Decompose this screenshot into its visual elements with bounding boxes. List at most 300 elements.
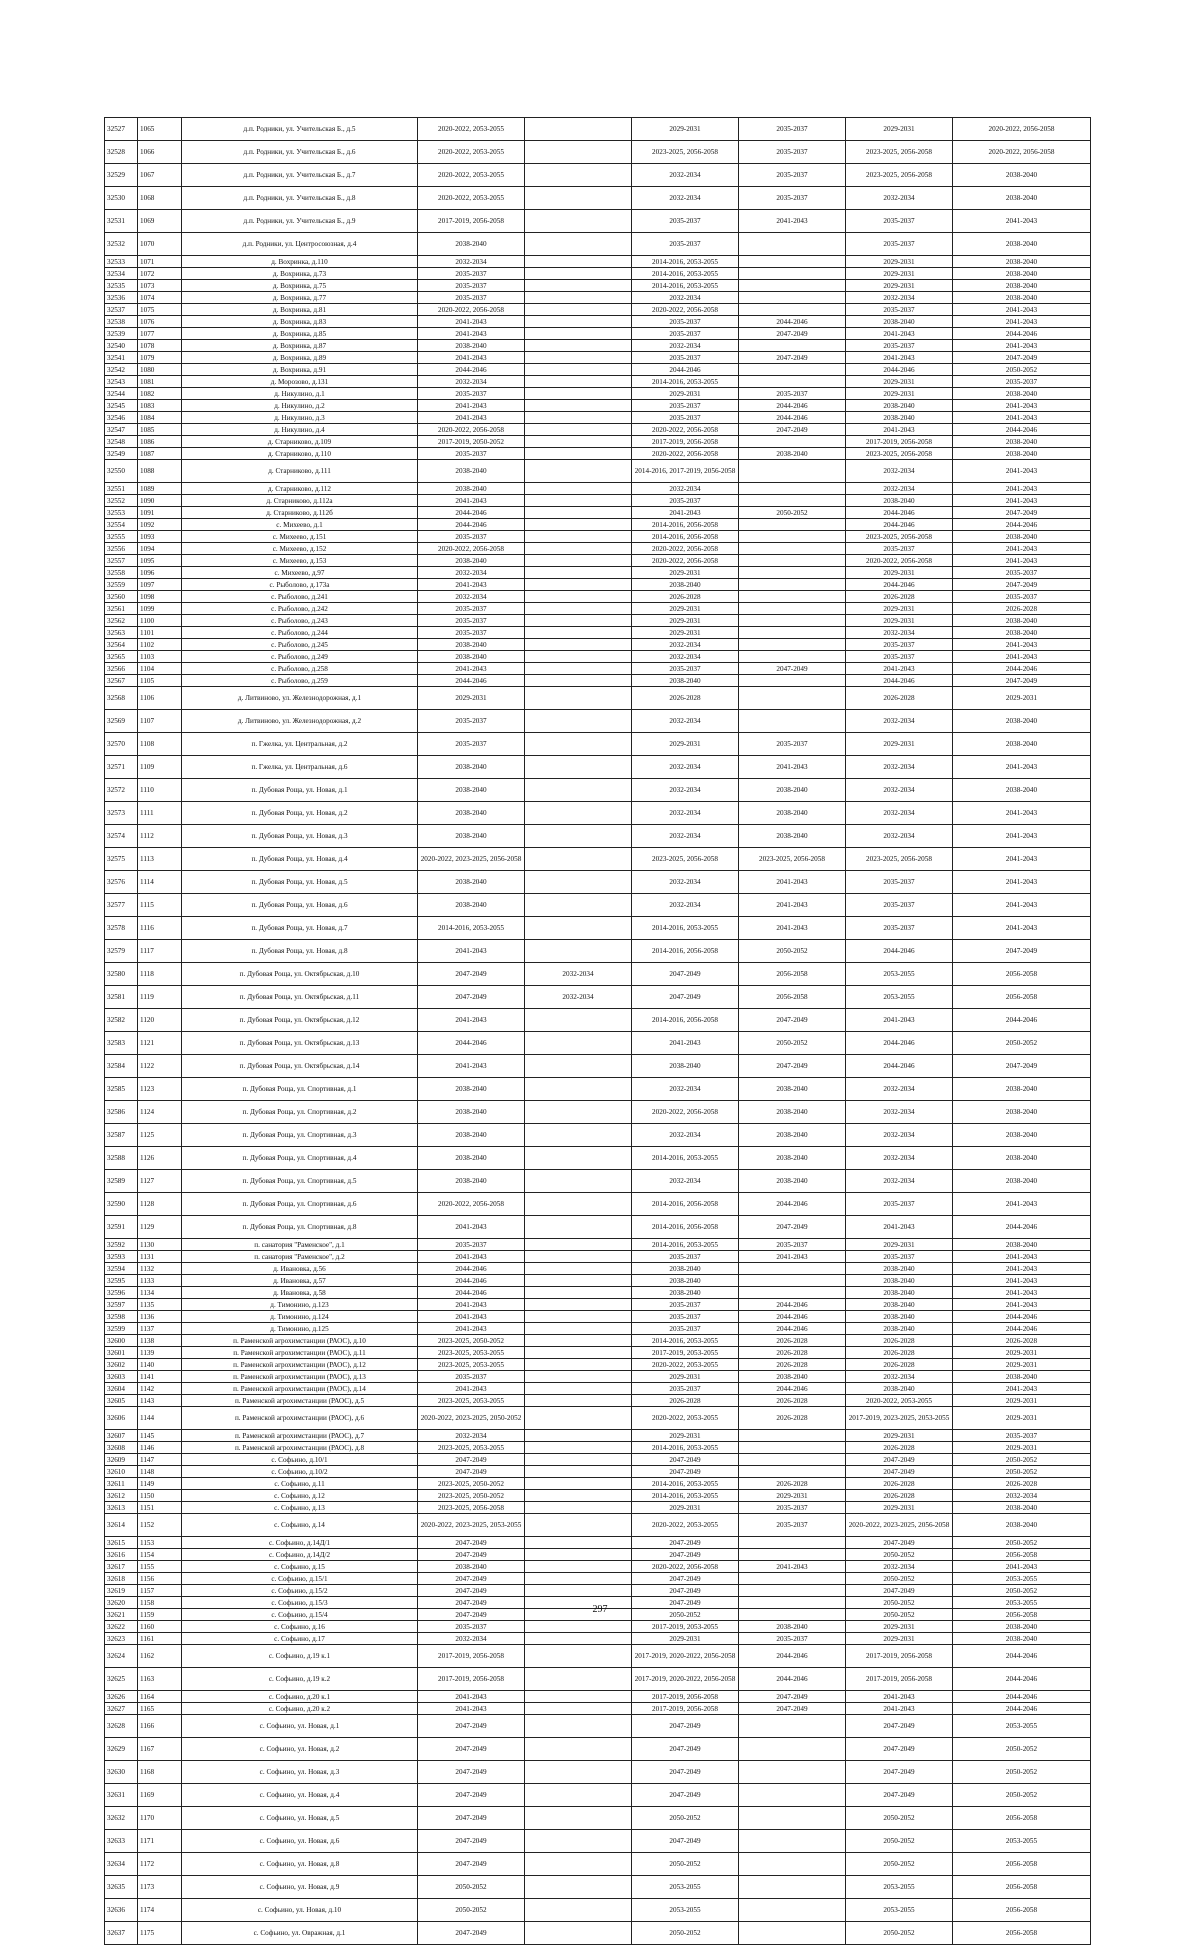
period-cell: 2056-2058: [953, 1922, 1091, 1945]
period-cell: 2047-2049: [953, 352, 1091, 364]
row-number: 32556: [105, 543, 138, 555]
item-number: 1137: [138, 1323, 182, 1335]
item-number: 1138: [138, 1335, 182, 1347]
row-number: 32591: [105, 1216, 138, 1239]
period-cell: 2017-2019, 2023-2025, 2053-2055: [846, 1407, 953, 1430]
period-cell: 2041-2043: [953, 1383, 1091, 1395]
period-cell: [739, 1573, 846, 1585]
table-row: [105, 591, 1091, 603]
period-cell: 2023-2025, 2053-2055: [418, 1395, 525, 1407]
row-number: 32555: [105, 531, 138, 543]
period-cell: 2035-2037: [846, 894, 953, 917]
item-number: 1168: [138, 1761, 182, 1784]
row-number: 32531: [105, 210, 138, 233]
table-row: [105, 1922, 1091, 1945]
period-cell: 2038-2040: [953, 233, 1091, 256]
item-number: 1154: [138, 1549, 182, 1561]
item-number: 1160: [138, 1621, 182, 1633]
period-cell: [525, 1407, 632, 1430]
period-cell: [525, 615, 632, 627]
period-cell: 2047-2049: [418, 1807, 525, 1830]
row-number: 32625: [105, 1668, 138, 1691]
period-cell: 2044-2046: [953, 1311, 1091, 1323]
item-number: 1126: [138, 1147, 182, 1170]
period-cell: [739, 1549, 846, 1561]
item-number: 1094: [138, 543, 182, 555]
period-cell: 2047-2049: [418, 986, 525, 1009]
period-cell: 2014-2016, 2056-2058: [632, 1216, 739, 1239]
period-cell: [525, 1275, 632, 1287]
row-number: 32629: [105, 1738, 138, 1761]
period-cell: 2023-2025, 2050-2052: [418, 1478, 525, 1490]
period-cell: 2047-2049: [418, 1549, 525, 1561]
address-cell: п. Дубовая Роща, ул. Новая, д.2: [182, 802, 418, 825]
period-cell: [525, 1032, 632, 1055]
period-cell: 2023-2025, 2056-2058: [418, 1502, 525, 1514]
row-number: 32614: [105, 1514, 138, 1537]
period-cell: 2017-2019, 2056-2058: [418, 1645, 525, 1668]
period-cell: 2041-2043: [739, 1251, 846, 1263]
period-cell: 2020-2022, 2056-2058: [953, 141, 1091, 164]
period-cell: 2014-2016, 2053-2055: [632, 1239, 739, 1251]
address-cell: п. Гжелка, ул. Центральная, д.6: [182, 756, 418, 779]
period-cell: 2038-2040: [953, 436, 1091, 448]
period-cell: 2035-2037: [632, 412, 739, 424]
period-cell: 2029-2031: [953, 1407, 1091, 1430]
period-cell: 2020-2022, 2056-2058: [632, 424, 739, 436]
period-cell: 2035-2037: [632, 495, 739, 507]
row-number: 32637: [105, 1922, 138, 1945]
address-cell: п. Дубовая Роща, ул. Спортивная, д.4: [182, 1147, 418, 1170]
table-row: [105, 1738, 1091, 1761]
row-number: 32550: [105, 460, 138, 483]
period-cell: [525, 1147, 632, 1170]
period-cell: 2041-2043: [418, 1251, 525, 1263]
period-cell: 2041-2043: [953, 555, 1091, 567]
item-number: 1078: [138, 340, 182, 352]
period-cell: 2020-2022, 2053-2055: [632, 1359, 739, 1371]
period-cell: 2032-2034: [418, 1633, 525, 1645]
period-cell: [525, 340, 632, 352]
address-cell: д. Никулино, д.2: [182, 400, 418, 412]
address-cell: с. Софьино, д.16: [182, 1621, 418, 1633]
period-cell: [525, 1263, 632, 1275]
address-cell: д. Тимонино, д.123: [182, 1299, 418, 1311]
table-row: [105, 507, 1091, 519]
address-cell: д. Морозово, д.131: [182, 376, 418, 388]
period-cell: 2017-2019, 2056-2058: [846, 1645, 953, 1668]
period-cell: 2044-2046: [953, 424, 1091, 436]
address-cell: п. Дубовая Роща, ул. Октябрьская, д.10: [182, 963, 418, 986]
item-number: 1139: [138, 1347, 182, 1359]
item-number: 1120: [138, 1009, 182, 1032]
row-number: 32579: [105, 940, 138, 963]
period-cell: 2038-2040: [846, 1383, 953, 1395]
period-cell: [525, 1251, 632, 1263]
item-number: 1113: [138, 848, 182, 871]
period-cell: 2038-2040: [953, 1514, 1091, 1537]
period-cell: 2056-2058: [953, 1876, 1091, 1899]
item-number: 1070: [138, 233, 182, 256]
row-number: 32568: [105, 687, 138, 710]
address-cell: с. Софьино, д.15/1: [182, 1573, 418, 1585]
period-cell: 2032-2034: [953, 1490, 1091, 1502]
period-cell: [739, 233, 846, 256]
period-cell: 2029-2031: [846, 1502, 953, 1514]
row-number: 32532: [105, 233, 138, 256]
period-cell: [739, 555, 846, 567]
row-number: 32605: [105, 1395, 138, 1407]
period-cell: 2014-2016, 2053-2055: [632, 1442, 739, 1454]
row-number: 32636: [105, 1899, 138, 1922]
period-cell: 2041-2043: [846, 1691, 953, 1703]
address-cell: с. Софьино, д.13: [182, 1502, 418, 1514]
period-cell: 2020-2022, 2053-2055: [418, 118, 525, 141]
period-cell: 2041-2043: [739, 756, 846, 779]
table-row: [105, 460, 1091, 483]
address-cell: с. Софьино, д.10/2: [182, 1466, 418, 1478]
item-number: 1121: [138, 1032, 182, 1055]
row-number: 32534: [105, 268, 138, 280]
item-number: 1147: [138, 1454, 182, 1466]
period-cell: 2038-2040: [846, 495, 953, 507]
period-cell: 2035-2037: [739, 1239, 846, 1251]
period-cell: 2038-2040: [632, 579, 739, 591]
period-cell: 2035-2037: [418, 733, 525, 756]
item-number: 1145: [138, 1430, 182, 1442]
row-number: 32613: [105, 1502, 138, 1514]
period-cell: [525, 400, 632, 412]
item-number: 1073: [138, 280, 182, 292]
period-cell: [525, 1645, 632, 1668]
period-cell: 2044-2046: [739, 1383, 846, 1395]
period-cell: 2041-2043: [953, 1263, 1091, 1275]
address-cell: д. Вохринка, д.91: [182, 364, 418, 376]
period-cell: 2032-2034: [632, 340, 739, 352]
period-cell: 2038-2040: [846, 412, 953, 424]
period-cell: 2056-2058: [953, 1899, 1091, 1922]
period-cell: 2035-2037: [739, 1502, 846, 1514]
period-cell: [739, 280, 846, 292]
period-cell: 2047-2049: [739, 1691, 846, 1703]
period-cell: 2041-2043: [953, 802, 1091, 825]
period-cell: 2041-2043: [953, 1275, 1091, 1287]
period-cell: 2038-2040: [953, 1621, 1091, 1633]
period-cell: 2044-2046: [953, 519, 1091, 531]
item-number: 1157: [138, 1585, 182, 1597]
period-cell: [525, 483, 632, 495]
period-cell: 2032-2034: [418, 567, 525, 579]
period-cell: [739, 543, 846, 555]
address-cell: п. Дубовая Роща, ул. Новая, д.1: [182, 779, 418, 802]
period-cell: 2032-2034: [632, 164, 739, 187]
item-number: 1143: [138, 1395, 182, 1407]
period-cell: 2041-2043: [418, 940, 525, 963]
period-cell: 2035-2037: [953, 567, 1091, 579]
table-row: [105, 1784, 1091, 1807]
period-cell: 2032-2034: [846, 1078, 953, 1101]
item-number: 1071: [138, 256, 182, 268]
period-cell: 2017-2019, 2053-2055: [632, 1621, 739, 1633]
table-row: [105, 825, 1091, 848]
address-cell: п. Дубовая Роща, ул. Октябрьская, д.14: [182, 1055, 418, 1078]
period-cell: 2041-2043: [418, 1323, 525, 1335]
item-number: 1169: [138, 1784, 182, 1807]
period-cell: [525, 627, 632, 639]
item-number: 1142: [138, 1383, 182, 1395]
row-number: 32590: [105, 1193, 138, 1216]
address-cell: п. Дубовая Роща, ул. Октябрьская, д.11: [182, 986, 418, 1009]
address-cell: д. Старниково, д.111: [182, 460, 418, 483]
period-cell: 2032-2034: [632, 292, 739, 304]
period-cell: 2047-2049: [739, 663, 846, 675]
period-cell: 2047-2049: [632, 1549, 739, 1561]
address-cell: д. Вохринка, д.89: [182, 352, 418, 364]
period-cell: 2020-2022, 2056-2058: [418, 424, 525, 436]
table-row: [105, 340, 1091, 352]
period-cell: 2047-2049: [739, 328, 846, 340]
row-number: 32626: [105, 1691, 138, 1703]
period-cell: 2026-2028: [739, 1478, 846, 1490]
address-cell: д.п. Родники, ул. Учительская Б., д.7: [182, 164, 418, 187]
period-cell: 2047-2049: [418, 1573, 525, 1585]
address-cell: с. Софьино, ул. Новая, д.9: [182, 1876, 418, 1899]
item-number: 1132: [138, 1263, 182, 1275]
item-number: 1107: [138, 710, 182, 733]
item-number: 1104: [138, 663, 182, 675]
period-cell: 2038-2040: [953, 280, 1091, 292]
item-number: 1144: [138, 1407, 182, 1430]
period-cell: 2020-2022, 2056-2058: [632, 448, 739, 460]
period-cell: 2041-2043: [953, 400, 1091, 412]
address-cell: д. Вохринка, д.87: [182, 340, 418, 352]
period-cell: [739, 292, 846, 304]
row-number: 32551: [105, 483, 138, 495]
period-cell: [525, 1853, 632, 1876]
table-row: [105, 436, 1091, 448]
row-number: 32543: [105, 376, 138, 388]
period-cell: [525, 141, 632, 164]
period-cell: [525, 1323, 632, 1335]
table-row: [105, 555, 1091, 567]
table-row: [105, 1407, 1091, 1430]
item-number: 1127: [138, 1170, 182, 1193]
item-number: 1092: [138, 519, 182, 531]
period-cell: 2047-2049: [632, 1466, 739, 1478]
period-cell: [525, 352, 632, 364]
period-cell: [525, 316, 632, 328]
period-cell: 2053-2055: [846, 1899, 953, 1922]
period-cell: 2029-2031: [418, 687, 525, 710]
period-cell: 2032-2034: [632, 825, 739, 848]
table-row: [105, 1761, 1091, 1784]
item-number: 1117: [138, 940, 182, 963]
period-cell: 2035-2037: [953, 1430, 1091, 1442]
table-row: [105, 1668, 1091, 1691]
address-cell: д. Ивановка, д.56: [182, 1263, 418, 1275]
row-number: 32533: [105, 256, 138, 268]
period-cell: [525, 376, 632, 388]
period-cell: 2038-2040: [418, 460, 525, 483]
period-cell: 2035-2037: [632, 400, 739, 412]
item-number: 1082: [138, 388, 182, 400]
item-number: 1116: [138, 917, 182, 940]
address-cell: п. Дубовая Роща, ул. Спортивная, д.2: [182, 1101, 418, 1124]
row-number: 32573: [105, 802, 138, 825]
table-row: [105, 495, 1091, 507]
period-cell: 2035-2037: [632, 1383, 739, 1395]
address-cell: п. Дубовая Роща, ул. Спортивная, д.1: [182, 1078, 418, 1101]
table-row: [105, 1633, 1091, 1645]
period-cell: 2047-2049: [418, 1830, 525, 1853]
period-cell: 2038-2040: [739, 1124, 846, 1147]
period-cell: [525, 388, 632, 400]
period-cell: 2044-2046: [953, 663, 1091, 675]
row-number: 32530: [105, 187, 138, 210]
period-cell: 2047-2049: [418, 963, 525, 986]
period-cell: [525, 710, 632, 733]
period-cell: 2047-2049: [632, 963, 739, 986]
period-cell: 2041-2043: [418, 412, 525, 424]
row-number: 32557: [105, 555, 138, 567]
period-cell: [525, 1216, 632, 1239]
period-cell: 2038-2040: [632, 1275, 739, 1287]
address-cell: д. Никулино, д.3: [182, 412, 418, 424]
page-number: 297: [592, 1604, 608, 1615]
period-cell: [739, 460, 846, 483]
period-cell: 2047-2049: [418, 1609, 525, 1621]
period-cell: 2047-2049: [418, 1715, 525, 1738]
period-cell: 2029-2031: [846, 567, 953, 579]
period-cell: [739, 710, 846, 733]
period-cell: 2041-2043: [418, 495, 525, 507]
table-row: [105, 1561, 1091, 1573]
period-cell: 2026-2028: [739, 1395, 846, 1407]
period-cell: 2038-2040: [953, 187, 1091, 210]
period-cell: 2047-2049: [632, 1573, 739, 1585]
period-cell: 2026-2028: [953, 1335, 1091, 1347]
period-cell: 2017-2019, 2056-2058: [418, 1668, 525, 1691]
item-number: 1128: [138, 1193, 182, 1216]
period-cell: 2026-2028: [846, 1347, 953, 1359]
period-cell: 2026-2028: [739, 1407, 846, 1430]
period-cell: 2029-2031: [632, 615, 739, 627]
period-cell: 2020-2022, 2056-2058: [632, 1561, 739, 1573]
period-cell: 2041-2043: [418, 328, 525, 340]
period-cell: 2044-2046: [846, 519, 953, 531]
period-cell: 2035-2037: [739, 187, 846, 210]
period-cell: [525, 651, 632, 663]
period-cell: [739, 1454, 846, 1466]
period-cell: [525, 1359, 632, 1371]
period-cell: 2014-2016, 2017-2019, 2056-2058: [632, 460, 739, 483]
address-cell: с. Софьино, д.15/2: [182, 1585, 418, 1597]
row-number: 32563: [105, 627, 138, 639]
period-cell: [525, 1311, 632, 1323]
period-cell: [525, 1466, 632, 1478]
period-cell: 2035-2037: [632, 663, 739, 675]
period-cell: 2038-2040: [846, 400, 953, 412]
period-cell: 2035-2037: [739, 164, 846, 187]
row-number: 32541: [105, 352, 138, 364]
address-cell: п. Раменской агрохимстанции (РАОС), д.11: [182, 1347, 418, 1359]
period-cell: 2047-2049: [418, 1454, 525, 1466]
period-cell: 2029-2031: [632, 118, 739, 141]
address-cell: п. Дубовая Роща, ул. Новая, д.7: [182, 917, 418, 940]
period-cell: [739, 1275, 846, 1287]
row-number: 32570: [105, 733, 138, 756]
period-cell: 2020-2022, 2053-2055: [846, 1395, 953, 1407]
period-cell: 2041-2043: [953, 412, 1091, 424]
period-cell: 2050-2052: [846, 1597, 953, 1609]
period-cell: [525, 555, 632, 567]
row-number: 32528: [105, 141, 138, 164]
row-number: 32574: [105, 825, 138, 848]
table-row: [105, 483, 1091, 495]
address-cell: д. Старниково, д.112б: [182, 507, 418, 519]
item-number: 1074: [138, 292, 182, 304]
item-number: 1161: [138, 1633, 182, 1645]
table-row: [105, 1383, 1091, 1395]
table-row: [105, 256, 1091, 268]
period-cell: [525, 1124, 632, 1147]
row-number: 32615: [105, 1537, 138, 1549]
period-cell: [525, 1703, 632, 1715]
table-row: [105, 1490, 1091, 1502]
address-cell: п. Дубовая Роща, ул. Новая, д.3: [182, 825, 418, 848]
period-cell: 2038-2040: [739, 779, 846, 802]
table-row: [105, 848, 1091, 871]
period-cell: 2038-2040: [418, 894, 525, 917]
period-cell: 2041-2043: [953, 1193, 1091, 1216]
table-row: [105, 1101, 1091, 1124]
address-cell: с. Софьино, ул. Новая, д.6: [182, 1830, 418, 1853]
item-number: 1174: [138, 1899, 182, 1922]
period-cell: 2038-2040: [953, 1371, 1091, 1383]
period-cell: [739, 1537, 846, 1549]
table-row: [105, 894, 1091, 917]
row-number: 32560: [105, 591, 138, 603]
period-cell: 2047-2049: [632, 1715, 739, 1738]
period-cell: 2044-2046: [418, 1263, 525, 1275]
period-cell: 2053-2055: [846, 986, 953, 1009]
period-cell: 2056-2058: [953, 1609, 1091, 1621]
row-number: 32620: [105, 1597, 138, 1609]
period-cell: 2044-2046: [953, 1668, 1091, 1691]
address-cell: д. Вохринка, д.73: [182, 268, 418, 280]
table-row: [105, 1251, 1091, 1263]
table-row: [105, 639, 1091, 651]
item-number: 1081: [138, 376, 182, 388]
address-cell: п. Раменской агрохимстанции (РАОС), д.10: [182, 1335, 418, 1347]
row-number: 32603: [105, 1371, 138, 1383]
period-cell: 2056-2058: [953, 1807, 1091, 1830]
row-number: 32565: [105, 651, 138, 663]
period-cell: 2041-2043: [418, 1691, 525, 1703]
period-cell: 2050-2052: [632, 1853, 739, 1876]
table-row: [105, 756, 1091, 779]
period-cell: 2041-2043: [953, 1287, 1091, 1299]
address-cell: с. Рыболово, д.249: [182, 651, 418, 663]
address-cell: д. Ивановка, д.58: [182, 1287, 418, 1299]
period-cell: 2020-2022, 2053-2055: [632, 1407, 739, 1430]
period-cell: 2017-2019, 2020-2022, 2056-2058: [632, 1668, 739, 1691]
table-row: [105, 1323, 1091, 1335]
row-number: 32567: [105, 675, 138, 687]
period-cell: 2047-2049: [632, 1761, 739, 1784]
period-cell: 2032-2034: [846, 627, 953, 639]
period-cell: 2044-2046: [418, 364, 525, 376]
